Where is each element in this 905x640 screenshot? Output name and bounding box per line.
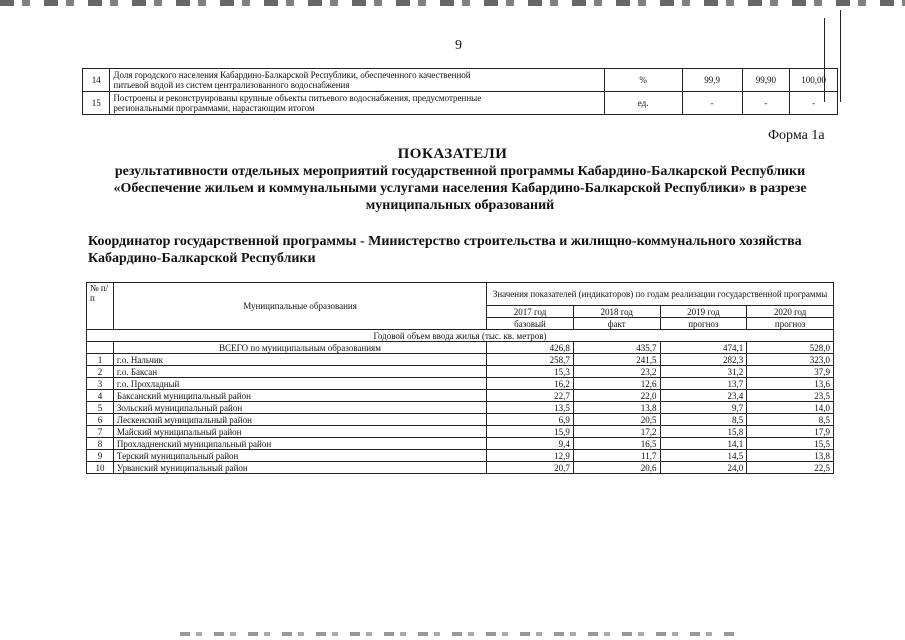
municipality-name: г.о. Нальчик xyxy=(113,354,486,366)
row-number: 15 xyxy=(83,92,110,115)
value-cell: 15,3 xyxy=(487,366,574,378)
value-cell: 435,7 xyxy=(573,342,660,354)
table-row xyxy=(87,414,834,426)
value-cell: 15,8 xyxy=(660,426,747,438)
value-cell: 474,1 xyxy=(660,342,747,354)
row-number: 4 xyxy=(87,390,114,402)
row-number: 9 xyxy=(87,450,114,462)
row-number: 14 xyxy=(83,69,110,92)
municipality-name: г.о. Баксан xyxy=(113,366,486,378)
value-cell: 15,5 xyxy=(747,438,834,450)
value-cell: 17,2 xyxy=(573,426,660,438)
indicator-line: Построены и реконструированы крупные объекты питьевого водоснабжения, предусмотренные xyxy=(113,93,482,103)
value-cell: 99,9 xyxy=(682,69,742,92)
value-cell: - xyxy=(742,92,790,115)
table-row xyxy=(87,402,834,414)
status-cell: базовый xyxy=(487,318,574,330)
value-cell: 13,5 xyxy=(487,402,574,414)
coordinator-text: Координатор государственной программы - Министерство строительства и жилищно-коммунального хозяйства Кабардино-Балкарской Республики xyxy=(88,234,802,266)
row-number: 2 xyxy=(87,366,114,378)
col-num-header: № п/п xyxy=(87,283,114,330)
value-cell: - xyxy=(682,92,742,115)
value-cell: 14,0 xyxy=(747,402,834,414)
table-row xyxy=(87,450,834,462)
value-cell: 22,7 xyxy=(487,390,574,402)
municipality-name: Зольский муниципальный район xyxy=(113,402,486,414)
top-table xyxy=(82,68,838,115)
value-cell: 31,2 xyxy=(660,366,747,378)
indicator-line: региональными программами, нарастающим итогом xyxy=(113,103,315,113)
year-cell: 2019 год xyxy=(660,306,747,318)
value-cell: 9,7 xyxy=(660,402,747,414)
municipality-name: Майский муниципальный район xyxy=(113,426,486,438)
header-row xyxy=(87,283,834,306)
municipality-name: Прохладненский муниципальный район xyxy=(113,438,486,450)
value-cell: 9,4 xyxy=(487,438,574,450)
row-number: 5 xyxy=(87,402,114,414)
table-row xyxy=(87,390,834,402)
value-cell: 24,0 xyxy=(660,462,747,474)
document-subtitle: результативности отдельных мероприятий государственной программы Кабардино-Балкарской Республики «Обеспечение жильем и коммунальными услугами населения Кабардино-Балкарской Республики» в разрезе муниципальных образований xyxy=(113,164,807,213)
value-cell: 11,7 xyxy=(573,450,660,462)
year-cell: 2018 год xyxy=(573,306,660,318)
unit-cell: % xyxy=(604,69,682,92)
value-cell: 241,5 xyxy=(573,354,660,366)
table-row xyxy=(87,462,834,474)
table-row xyxy=(87,438,834,450)
col-name-header: Муниципальные образования xyxy=(113,283,486,330)
year-cell: 2017 год xyxy=(487,306,574,318)
value-cell: 258,7 xyxy=(487,354,574,366)
row-number: 1 xyxy=(87,354,114,366)
form-label: Форма 1а xyxy=(768,128,825,143)
page-number: 9 xyxy=(455,38,462,53)
value-cell: 16,5 xyxy=(573,438,660,450)
value-cell: 12,9 xyxy=(487,450,574,462)
value-cell: 13,8 xyxy=(747,450,834,462)
value-cell: - xyxy=(790,92,838,115)
indicators-table xyxy=(86,282,834,474)
value-cell: 20,5 xyxy=(573,414,660,426)
value-cell: 22,0 xyxy=(573,390,660,402)
value-cell: 13,7 xyxy=(660,378,747,390)
row-number: 7 xyxy=(87,426,114,438)
value-cell: 23,4 xyxy=(660,390,747,402)
value-cell: 282,3 xyxy=(660,354,747,366)
value-cell: 20,6 xyxy=(573,462,660,474)
municipality-name: Терский муниципальный район xyxy=(113,450,486,462)
indicator-line: питьевой водой из систем централизованного водоснабжения xyxy=(113,80,350,90)
value-cell: 15,9 xyxy=(487,426,574,438)
scan-artifact-line xyxy=(840,10,841,102)
status-cell: прогноз xyxy=(660,318,747,330)
total-label: ВСЕГО по муниципальным образованиям xyxy=(113,342,486,354)
table-row xyxy=(83,92,838,115)
value-cell: 14,5 xyxy=(660,450,747,462)
table-row xyxy=(83,69,838,92)
status-cell: прогноз xyxy=(747,318,834,330)
table-row xyxy=(87,378,834,390)
row-number xyxy=(87,342,114,354)
row-number: 6 xyxy=(87,414,114,426)
status-cell: факт xyxy=(573,318,660,330)
value-cell: 99,90 xyxy=(742,69,790,92)
indicator-text xyxy=(110,69,604,92)
value-cell: 426,8 xyxy=(487,342,574,354)
value-cell: 13,8 xyxy=(573,402,660,414)
municipality-name: Лескенский муниципальный район xyxy=(113,414,486,426)
value-cell: 100,00 xyxy=(790,69,838,92)
table-row xyxy=(87,426,834,438)
value-cell: 16,2 xyxy=(487,378,574,390)
indicator-line: Доля городского населения Кабардино-Балкарской Республики, обеспеченного качественной xyxy=(113,70,471,80)
table-row xyxy=(87,354,834,366)
data-rows xyxy=(87,354,834,474)
value-cell: 23,5 xyxy=(747,390,834,402)
total-row xyxy=(87,342,834,354)
municipality-name: Урванский муниципальный район xyxy=(113,462,486,474)
value-cell: 22,5 xyxy=(747,462,834,474)
unit-cell: ед. xyxy=(604,92,682,115)
value-cell: 528,0 xyxy=(747,342,834,354)
row-number: 10 xyxy=(87,462,114,474)
value-cell: 37,9 xyxy=(747,366,834,378)
value-cell: 20,7 xyxy=(487,462,574,474)
value-cell: 14,1 xyxy=(660,438,747,450)
values-header: Значения показателей (индикаторов) по годам реализации государственной программы xyxy=(487,283,834,306)
municipality-name: г.о. Прохладный xyxy=(113,378,486,390)
value-cell: 17,9 xyxy=(747,426,834,438)
municipality-name: Баксанский муниципальный район xyxy=(113,390,486,402)
value-cell: 13,6 xyxy=(747,378,834,390)
value-cell: 23,2 xyxy=(573,366,660,378)
scan-artifact-bottom xyxy=(180,632,740,636)
section-row xyxy=(87,330,834,342)
value-cell: 323,0 xyxy=(747,354,834,366)
value-cell: 12,6 xyxy=(573,378,660,390)
table-row xyxy=(87,366,834,378)
section-title: Годовой объем ввода жилья (тыс. кв. метров) xyxy=(87,330,834,342)
indicator-text xyxy=(110,92,604,115)
scan-artifact-top xyxy=(0,0,905,6)
value-cell: 6,9 xyxy=(487,414,574,426)
year-cell: 2020 год xyxy=(747,306,834,318)
value-cell: 8,5 xyxy=(660,414,747,426)
row-number: 3 xyxy=(87,378,114,390)
value-cell: 8,5 xyxy=(747,414,834,426)
row-number: 8 xyxy=(87,438,114,450)
document-title: ПОКАЗАТЕЛИ xyxy=(397,146,508,162)
